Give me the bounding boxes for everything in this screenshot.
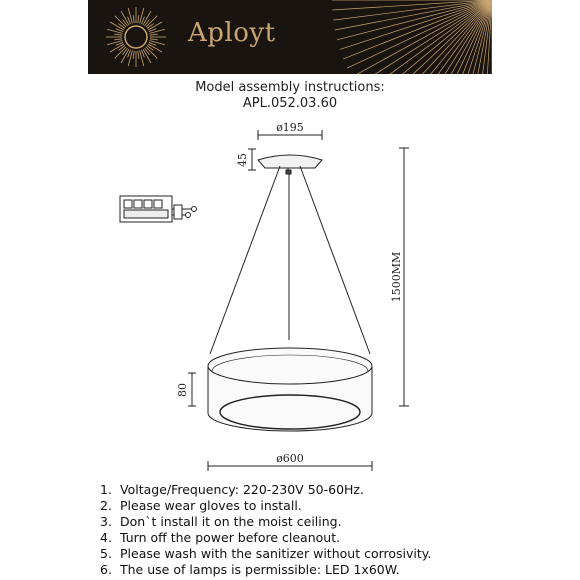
ring-top-edge bbox=[208, 348, 372, 384]
page-title: Model assembly instructions: bbox=[195, 80, 385, 95]
terminal-block-icon bbox=[120, 196, 197, 222]
instruction-number: 5. bbox=[100, 546, 112, 561]
instruction-number: 3. bbox=[100, 514, 112, 529]
instruction-number: 4. bbox=[100, 530, 112, 545]
canopy-height-label: 45 bbox=[236, 153, 249, 167]
technical-drawing bbox=[0, 118, 580, 480]
suspension-cable bbox=[210, 166, 280, 354]
ring-diameter-label: ø600 bbox=[276, 452, 304, 465]
instruction-text: Voltage/Frequency: 220-230V 50-60Hz. bbox=[120, 482, 364, 497]
instruction-number: 1. bbox=[100, 482, 112, 497]
instruction-text: Don`t install it on the moist ceiling. bbox=[120, 514, 342, 529]
instruction-number: 6. bbox=[100, 562, 112, 577]
instruction-text: Please wash with the sanitizer without corrosivity. bbox=[120, 546, 432, 561]
instruction-text: Please wear gloves to install. bbox=[120, 498, 302, 513]
instruction-text: Turn off the power before cleanout. bbox=[120, 530, 341, 545]
instruction-item bbox=[100, 562, 431, 578]
brand-name: Aployt bbox=[188, 18, 276, 48]
suspension-cable bbox=[300, 166, 370, 354]
instruction-text: The use of lamps is permissible: LED 1x60W. bbox=[120, 562, 400, 577]
ring-height-label: 80 bbox=[176, 383, 189, 397]
instruction-item bbox=[100, 498, 431, 514]
canopy-shape bbox=[258, 155, 322, 168]
instruction-item bbox=[100, 514, 431, 530]
brand-header bbox=[88, 0, 492, 74]
instruction-item bbox=[100, 530, 431, 546]
model-number: APL.052.03.60 bbox=[242, 96, 338, 111]
instruction-item bbox=[100, 546, 431, 562]
header-graphics bbox=[88, 0, 492, 74]
canopy-diameter-label: ø195 bbox=[276, 121, 304, 134]
instruction-item bbox=[100, 482, 431, 498]
instructions-list bbox=[100, 482, 431, 578]
sun-logo-icon bbox=[106, 7, 166, 67]
instruction-number: 2. bbox=[100, 498, 112, 513]
total-height-label: 1500MM bbox=[390, 251, 403, 303]
decorative-rays-icon bbox=[332, 0, 492, 74]
